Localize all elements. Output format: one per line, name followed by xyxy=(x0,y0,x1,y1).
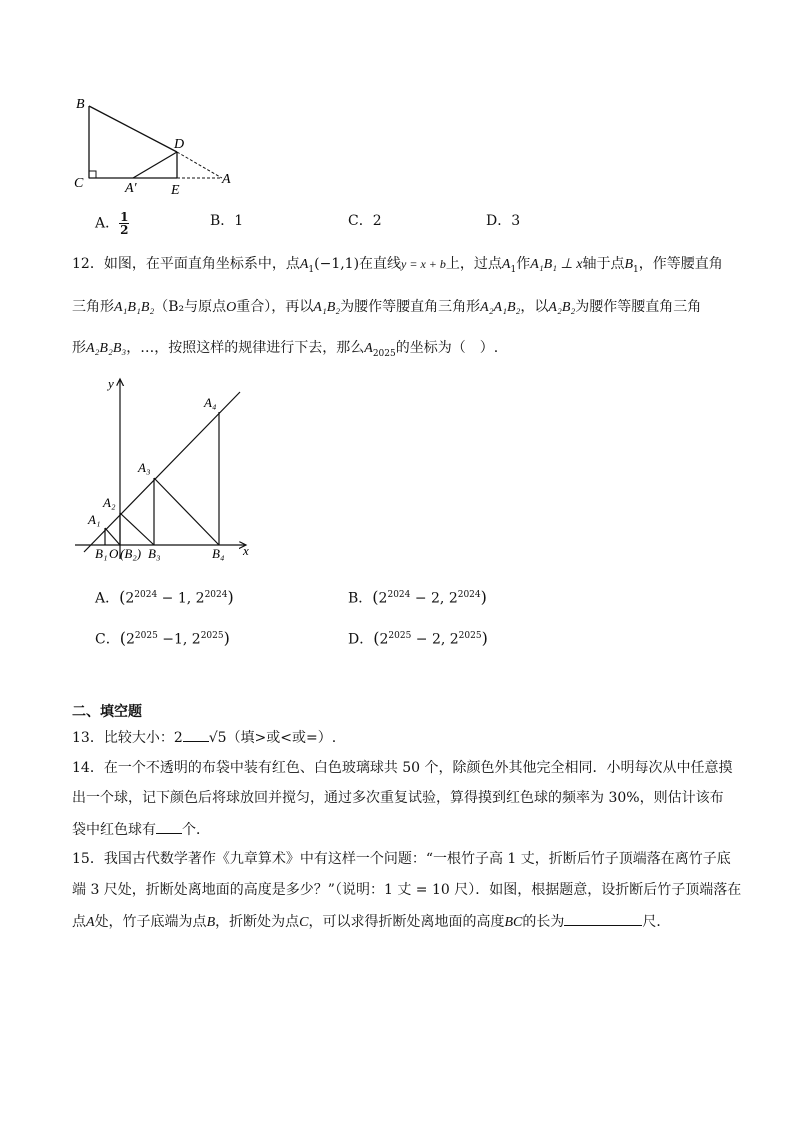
q15-line-2: 端 3 尺处，折断处离地面的高度是多少？”（说明：1 丈 = 10 尺）．如图，根据题意，设折断后竹子顶端落在 xyxy=(72,882,742,898)
segment-DA-prime xyxy=(133,152,177,178)
q14-answer-blank[interactable] xyxy=(156,819,182,834)
q11-option-a-label: A． xyxy=(95,215,120,232)
segment-A3B4 xyxy=(154,478,219,545)
q12-option-b[interactable]: B．($2^{2024} - 2$, $2^{2024}$) xyxy=(348,587,487,607)
right-angle-mark xyxy=(89,171,96,178)
q12-line-3: 形A₂B₂B₃，…，按照这样的规律进行下去，那么$A_{2025}$的坐标为（ ）. xyxy=(72,340,499,359)
label-B4: B₄ xyxy=(212,546,225,561)
segment-DA-dashed xyxy=(177,152,222,178)
label-A3: A₃ xyxy=(138,460,151,475)
q11-option-a[interactable] xyxy=(95,211,129,236)
label-A1: A₁ xyxy=(88,512,101,527)
section-heading-fill-in: 二、填空题 xyxy=(72,704,142,720)
label-B: B xyxy=(76,97,85,112)
label-O: O xyxy=(109,546,119,561)
q11-option-d[interactable]: D．3 xyxy=(486,213,521,229)
label-B2: (B₂) xyxy=(120,546,142,561)
label-A: A xyxy=(222,172,231,187)
q13: 13．比较大小：2 √5（填>或<或=）. xyxy=(72,727,336,748)
q12-option-a[interactable]: A．($2^{2024} - 1$, $2^{2024}$) xyxy=(95,587,234,607)
q15-line-3: 点A处，竹子底端为点B，折断处为点C，可以求得折断处离地面的高度BC的长为 尺． xyxy=(72,911,670,933)
segment-A1B2 xyxy=(105,528,120,545)
segment-BD xyxy=(89,106,177,152)
q11-option-b[interactable]: B．1 xyxy=(210,213,244,229)
label-A4: A₄ xyxy=(204,395,217,410)
figure-q12 xyxy=(70,374,270,564)
q15-line-1: 15．我国古代数学著作《九章算术》中有这样一个问题：“一根竹子高 1 丈，折断后竹子顶端落在离竹子底 xyxy=(72,851,731,867)
q14-line-2: 出一个球，记下颜色后将球放回并搅匀，通过多次重复试验，算得摸到红色球的频率为 30%，则估计该布 xyxy=(72,790,724,806)
q13-answer-blank[interactable] xyxy=(183,727,209,742)
segment-A2B3 xyxy=(120,513,154,545)
fraction-one-half: $\frac{1}{2}$ xyxy=(120,210,129,237)
line-y-equals-x-plus-b xyxy=(84,392,240,552)
axis-label-y: y xyxy=(108,376,114,391)
label-C: C xyxy=(74,176,84,191)
q12-option-d[interactable]: D．($2^{2025} - 2$, $2^{2025}$) xyxy=(348,628,488,648)
q14-line-3: 袋中红色球有 个． xyxy=(72,819,210,840)
label-B3: B₃ xyxy=(148,546,161,561)
q15-answer-blank[interactable] xyxy=(564,911,642,926)
figure-q11 xyxy=(70,92,240,202)
label-D: D xyxy=(174,137,185,152)
label-E: E xyxy=(171,183,180,198)
q14-line-1: 14．在一个不透明的布袋中装有红色、白色玻璃球共 50 个，除颜色外其他完全相同．小明每次从中任意摸 xyxy=(72,760,733,776)
label-A-prime: A′ xyxy=(125,181,137,196)
axis-label-x: x xyxy=(243,543,249,558)
q12-line-2: 三角形A₁B₁B₂（B₂与原点O重合），再以A₁B₂为腰作等腰直角三角形A₂A₁B₂，以A₂B₂为腰作等腰直角三角 xyxy=(72,299,702,315)
label-B1: B₁ xyxy=(95,546,108,561)
q12-option-c[interactable]: C．($2^{2025} -1$, $2^{2025}$) xyxy=(95,628,230,648)
label-A2: A₂ xyxy=(103,495,116,510)
q11-option-c[interactable]: C．2 xyxy=(348,213,382,229)
q12-line-1: 12．如图，在平面直角坐标系中，点$A_1(-1,1)$在直线y = x + b上，过点$A_1$作A₁B₁ ⊥ x轴于点$B_1$，作等腰直角 xyxy=(72,256,723,275)
